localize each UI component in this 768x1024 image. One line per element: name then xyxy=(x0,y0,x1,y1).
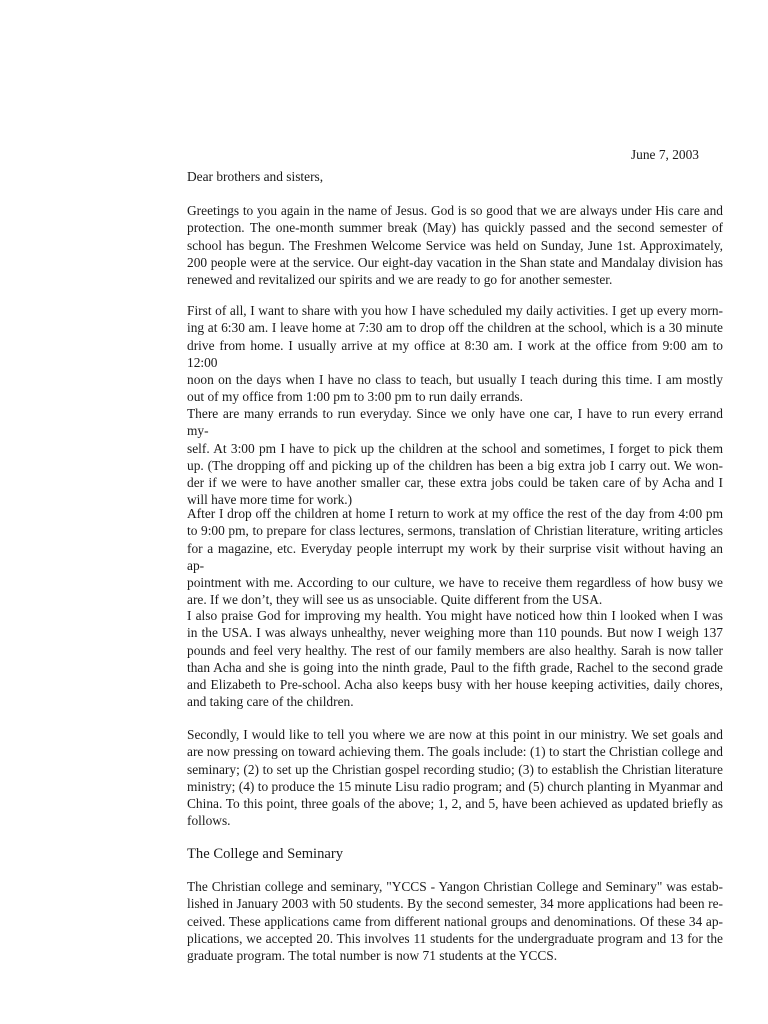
paragraph-ministry-goals xyxy=(187,726,723,830)
text-line: and Elizabeth to Pre-school. Acha also keeps busy with her house keeping activities, daily chores, xyxy=(187,677,723,693)
text-line: pounds and feel very healthy. The rest of our family members are also healthy. Sarah is now taller xyxy=(187,642,723,658)
text-line: to 9:00 pm, to prepare for class lectures, sermons, translation of Christian literature, writing articles xyxy=(187,523,723,539)
salutation-text: Dear brothers and sisters, xyxy=(187,169,324,184)
text-line: will have more time for work.) xyxy=(187,492,353,508)
text-line: self. At 3:00 pm I have to pick up the children at the school and sometimes, I forget to pick them xyxy=(187,440,723,456)
text-line: noon on the days when I have no class to teach, but usually I teach during this time. I am mostly xyxy=(187,372,723,388)
text-line: and taking care of the children. xyxy=(187,694,354,710)
text-line: ing at 6:30 am. I leave home at 7:30 am to drop off the children at the school, which is a 30 minute xyxy=(187,320,723,336)
text-line: 200 people were at the service. Our eight-day vacation in the Shan state and Mandalay division has xyxy=(187,254,723,270)
salutation xyxy=(187,168,723,185)
paragraph-greetings xyxy=(187,202,723,288)
paragraph-office-work xyxy=(187,505,723,609)
text-line: drive from home. I usually arrive at my office at 8:30 am. I work at the office from 9:00 am to 12:00 xyxy=(187,337,723,370)
text-line: lished in January 2003 with 50 students. By the second semester, 34 more applications had been re- xyxy=(187,896,723,912)
text-line: follows. xyxy=(187,813,231,829)
text-line: The Christian college and seminary, "YCCS - Yangon Christian College and Seminary" was estab- xyxy=(187,879,723,894)
text-line: seminary; (2) to set up the Christian gospel recording studio; (3) to establish the Christian literature xyxy=(187,761,723,777)
text-line: out of my office from 1:00 pm to 3:00 pm to run daily errands. xyxy=(187,389,523,405)
text-line: Secondly, I would like to tell you where we are now at this point in our ministry. We set goals and xyxy=(187,727,723,742)
paragraph-schedule xyxy=(187,302,723,406)
text-line: up. (The dropping off and picking up of the children has been a big extra job I carry out. We won- xyxy=(187,457,723,473)
text-line: plications, we accepted 20. This involves 11 students for the undergraduate program and 13 for the xyxy=(187,930,723,946)
letter-date: June 7, 2003 xyxy=(630,147,699,162)
text-line: First of all, I want to share with you how I have scheduled my daily activities. I get up every morn- xyxy=(187,303,723,318)
text-line: ceived. These applications came from different national groups and denominations. Of these 34 ap- xyxy=(187,913,723,929)
text-line: in the USA. I was always unhealthy, never weighing more than 110 pounds. But now I weigh 137 xyxy=(187,625,723,641)
text-line: school has begun. The Freshmen Welcome Service was held on Sunday, June 1st. Approximately, xyxy=(187,237,723,253)
text-line: protection. The one-month summer break (May) has quickly passed and the second semester of xyxy=(187,220,723,236)
text-line: are. If we don’t, they will see us as unsociable. Quite different from the USA. xyxy=(187,592,603,608)
text-line: are now pressing on toward achieving them. The goals include: (1) to start the Christian college and xyxy=(187,744,723,760)
paragraph-errands xyxy=(187,405,723,509)
text-line: renewed and revitalized our spirits and we are ready to go for another semester. xyxy=(187,272,613,288)
text-line: After I drop off the children at home I return to work at my office the rest of the day from 4:00 pm xyxy=(187,506,723,521)
text-line: I also praise God for improving my health. You might have noticed how thin I looked when I was xyxy=(187,608,723,623)
paragraph-health xyxy=(187,607,723,711)
text-line: China. To this point, three goals of the above; 1, 2, and 5, have been achieved as updated briefly as xyxy=(187,796,723,812)
text-line: der if we were to have another smaller car, these extra jobs could be taken care of by Acha and I xyxy=(187,475,723,491)
text-line: than Acha and she is going into the ninth grade, Paul to the fifth grade, Rachel to the second grade xyxy=(187,659,723,675)
text-line: graduate program. The total number is now 71 students at the YCCS. xyxy=(187,948,558,964)
paragraph-college-seminary xyxy=(187,878,723,964)
text-line: for a magazine, etc. Everyday people interrupt my work by their surprise visit without having an ap- xyxy=(187,540,723,573)
text-line: pointment with me. According to our culture, we have to receive them regardless of how busy we xyxy=(187,575,723,591)
section-heading: The College and Seminary xyxy=(187,846,344,862)
text-line: There are many errands to run everyday. Since we only have one car, I have to run every errand my- xyxy=(187,406,723,439)
text-line: Greetings to you again in the name of Jesus. God is so good that we are always under His care and xyxy=(187,203,723,218)
text-line: ministry; (4) to produce the 15 minute Lisu radio program; and (5) church planting in Myanmar and xyxy=(187,778,723,794)
